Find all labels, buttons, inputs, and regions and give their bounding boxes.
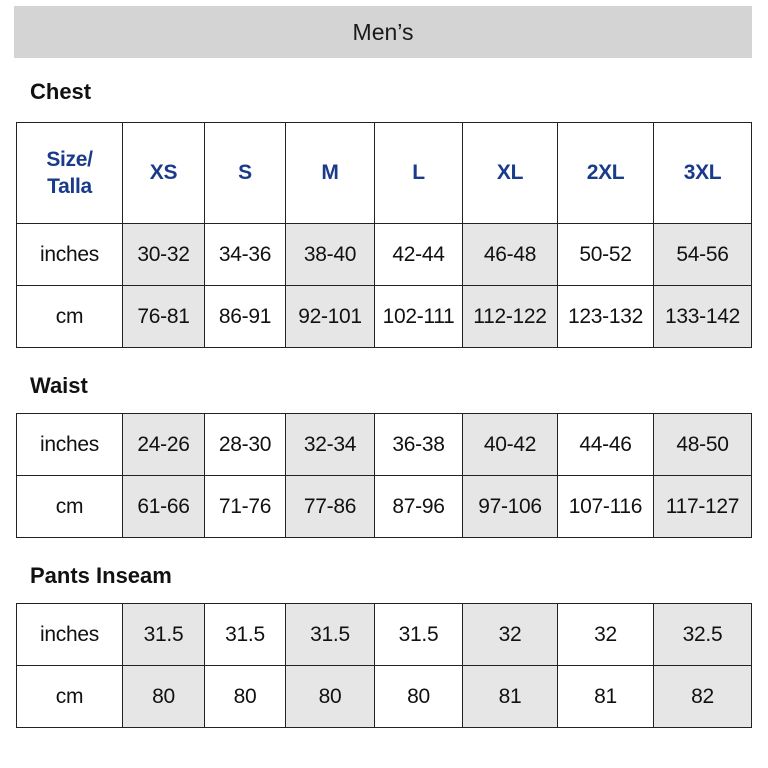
section-title-waist: Waist [30,373,88,398]
table-cell: 80 [375,666,463,728]
table-cell: 112-122 [463,286,558,348]
table-cell: 102-111 [375,286,463,348]
waist-inches-row [17,414,752,476]
table-cell: 81 [463,666,558,728]
table-cell: 77-86 [286,476,375,538]
table-cell: 97-106 [463,476,558,538]
table-cell: 123-132 [558,286,654,348]
waist-cm-row [17,476,752,538]
waist-table [16,413,752,538]
table-cell: 31.5 [205,604,286,666]
table-cell: 36-38 [375,414,463,476]
inseam-inches-row [17,604,752,666]
table-cell: 30-32 [123,224,205,286]
chest-table [16,122,752,348]
table-cell: 86-91 [205,286,286,348]
page-banner [14,6,752,58]
table-cell: 71-76 [205,476,286,538]
row-label: inches [17,224,123,286]
table-cell: 42-44 [375,224,463,286]
banner-title: Men’s [352,18,414,45]
table-cell: 34-36 [205,224,286,286]
table-cell: 40-42 [463,414,558,476]
table-cell: 76-81 [123,286,205,348]
table-cell: 80 [205,666,286,728]
chest-cm-row [17,286,752,348]
size-label-line2: Talla [47,175,92,198]
size-header-s: S [205,123,286,224]
table-cell: 31.5 [123,604,205,666]
table-cell: 61-66 [123,476,205,538]
table-cell: 24-26 [123,414,205,476]
size-header-l: L [375,123,463,224]
size-header-xl: XL [463,123,558,224]
table-cell: 82 [654,666,752,728]
size-header-xs: XS [123,123,205,224]
row-label: cm [17,286,123,348]
size-label-line1: Size/ [46,148,93,171]
size-header-m: M [286,123,375,224]
row-label: cm [17,476,123,538]
size-header-3xl: 3XL [654,123,752,224]
table-cell: 44-46 [558,414,654,476]
size-header-row [17,123,752,224]
table-cell: 117-127 [654,476,752,538]
table-cell: 48-50 [654,414,752,476]
table-cell: 32 [463,604,558,666]
table-cell: 87-96 [375,476,463,538]
table-cell: 38-40 [286,224,375,286]
section-title-inseam: Pants Inseam [30,563,172,588]
table-cell: 80 [286,666,375,728]
table-cell: 31.5 [286,604,375,666]
row-label: inches [17,414,123,476]
section-title-chest: Chest [30,79,92,104]
table-cell: 133-142 [654,286,752,348]
inseam-cm-row [17,666,752,728]
table-cell: 54-56 [654,224,752,286]
row-label: cm [17,666,123,728]
size-label-cell [17,123,123,224]
table-cell: 80 [123,666,205,728]
table-cell: 107-116 [558,476,654,538]
table-cell: 32.5 [654,604,752,666]
table-cell: 28-30 [205,414,286,476]
table-cell: 81 [558,666,654,728]
row-label: inches [17,604,123,666]
table-cell: 32 [558,604,654,666]
table-cell: 50-52 [558,224,654,286]
table-cell: 46-48 [463,224,558,286]
table-cell: 31.5 [375,604,463,666]
size-header-2xl: 2XL [558,123,654,224]
chest-inches-row [17,224,752,286]
table-cell: 92-101 [286,286,375,348]
inseam-table [16,603,752,728]
table-cell: 32-34 [286,414,375,476]
